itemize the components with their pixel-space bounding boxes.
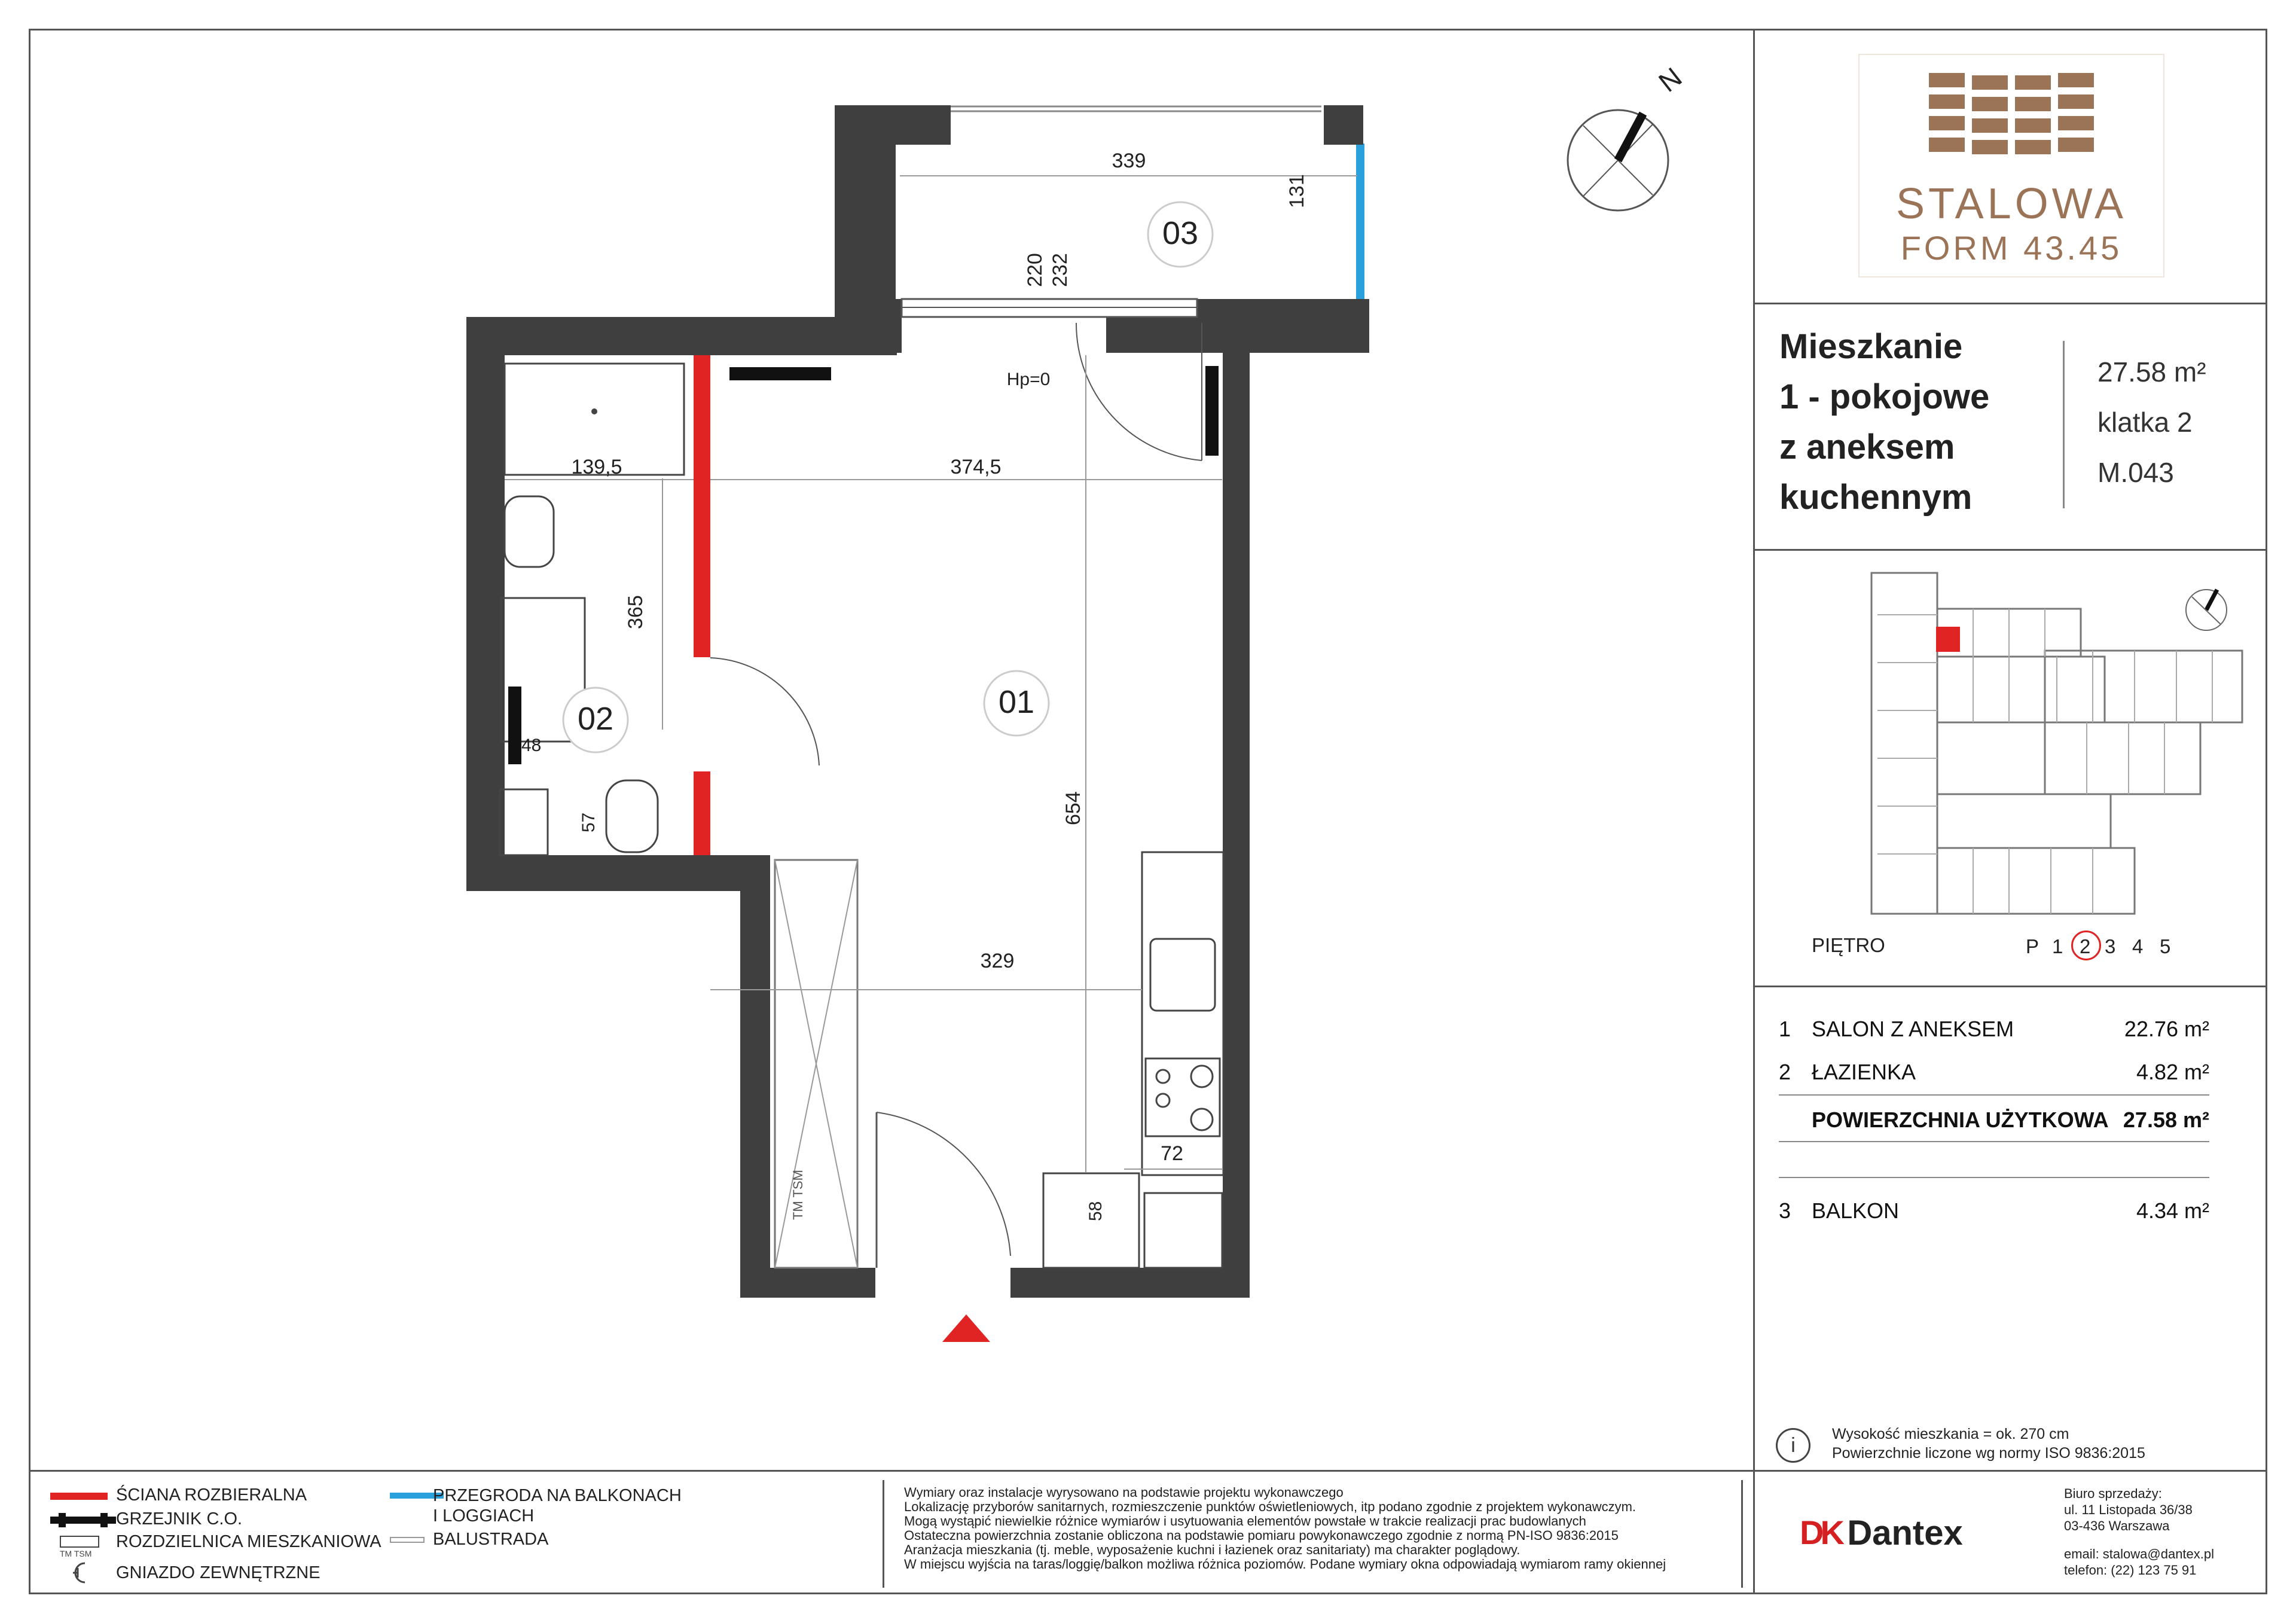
dim-339: 339: [1112, 150, 1146, 172]
entrance-door-swing: [877, 1112, 1010, 1256]
usable-area-top-line: [1779, 1094, 2209, 1096]
apartment-title-line: Mieszkanie: [1779, 327, 1963, 366]
info-text: [1832, 1424, 2145, 1463]
room-name: ŁAZIENKA: [1812, 1060, 1916, 1084]
kitchen-counter: [1142, 852, 1223, 1175]
room-area: 22.76 m²: [2124, 1017, 2209, 1041]
legend-removable-wall-icon: [50, 1493, 108, 1500]
balcony-name: BALKON: [1812, 1198, 1900, 1223]
office-address-2: 03-436 Warszawa: [2064, 1518, 2170, 1533]
developer-contact: [2064, 1485, 2214, 1578]
key-plan-highlight: [1936, 627, 1960, 652]
room-num: 1: [1779, 1017, 1791, 1041]
dim-57: 57: [579, 812, 599, 832]
radiator: [508, 687, 521, 764]
legend-distribution-box: ROZDZIELNICA MIESZKANIOWA: [116, 1532, 381, 1551]
balustrade-icon: [390, 1537, 425, 1543]
legend-balcony-partition: [433, 1485, 682, 1526]
note-line: W miejscu wyjścia na taras/loggię/balkon możliwa różnica poziomów. Podane wymiary okna odpowiadają wymiarom ramy okiennej: [904, 1557, 1666, 1572]
developer-logo-text: Dantex: [1847, 1514, 1963, 1552]
radiator: [1205, 366, 1219, 456]
brand-logo: [1858, 54, 2164, 277]
info-icon: i: [1776, 1428, 1810, 1463]
distribution-box-icon: [60, 1536, 99, 1548]
divider-title: [1753, 549, 2267, 551]
footer-divider-1: [883, 1480, 884, 1588]
balcony-top-line: [1779, 1177, 2209, 1178]
balcony-area: 4.34 m²: [2136, 1198, 2209, 1223]
floor-option-p[interactable]: P: [2026, 935, 2039, 957]
shaft: [500, 789, 548, 855]
room-name: SALON Z ANEKSEM: [1812, 1017, 2014, 1041]
brand-subname: FORM 43.45: [1900, 229, 2123, 267]
note-line: Lokalizację przyborów sanitarnych, rozmieszczenie punktów oświetleniowych, itp podano zgodnie z projektem wykonawczym.: [904, 1499, 1636, 1514]
dim-hp: Hp=0: [1006, 370, 1051, 389]
apartment-title-line: kuchennym: [1779, 478, 1973, 517]
radiator: [729, 367, 831, 380]
floor-option-5[interactable]: 5: [2160, 935, 2171, 957]
dim-329: 329: [980, 950, 1015, 972]
divider-logo: [1753, 303, 2267, 304]
toilet: [606, 780, 658, 852]
building-key-plan: [1854, 555, 2260, 926]
note-line: Ostateczna powierzchnia zostanie obliczona na podstawie pomiaru powykonawczego zgodnie z normą PN-ISO 9836:2015: [904, 1528, 1619, 1543]
entrance-marker-icon: [942, 1314, 990, 1342]
room-num: 2: [1779, 1060, 1791, 1084]
apartment-staircase: klatka 2: [2097, 407, 2193, 438]
dim-232: 232: [1049, 253, 1071, 287]
bathroom-door-swing: [710, 658, 819, 765]
usable-area-label: POWIERZCHNIA UŻYTKOWA: [1812, 1108, 2109, 1132]
room-area: 4.82 m²: [2136, 1060, 2209, 1084]
dim-220: 220: [1024, 253, 1046, 287]
distribution-box-text: TM TSM: [790, 1170, 805, 1220]
dim-654: 654: [1062, 791, 1085, 825]
legend-radiator: GRZEJNIK C.O.: [116, 1509, 243, 1529]
developer-logo-mark: DK: [1800, 1514, 1841, 1551]
note-line: Aranżacja mieszkania (tj. meble, wyposażenie kuchni i łazienek oraz sanitariaty) ma charakter poglądowy.: [904, 1542, 1521, 1557]
dim-58: 58: [1086, 1201, 1106, 1221]
usable-area-value: 27.58 m²: [2123, 1108, 2209, 1132]
removable-wall: [694, 355, 710, 657]
legend-outdoor-socket: GNIAZDO ZEWNĘTRZNE: [116, 1563, 320, 1582]
dim-131: 131: [1286, 174, 1308, 208]
title-divider: [2063, 341, 2065, 508]
floor-option-2[interactable]: 2: [2080, 935, 2091, 957]
floor-option-1[interactable]: 1: [2052, 935, 2063, 957]
office-address-1: ul. 11 Listopada 36/38: [2064, 1502, 2193, 1517]
office-email[interactable]: email: stalowa@dantex.pl: [2064, 1546, 2215, 1561]
apartment-title-line: z aneksem: [1779, 428, 1955, 466]
developer-logo: [1800, 1513, 1963, 1551]
divider-footer: [29, 1470, 2267, 1472]
washbasin: [505, 496, 554, 567]
dim-72: 72: [1161, 1142, 1183, 1165]
note-line: Mogą wystąpić niewielkie różnice wymiarów i usytuowania elementów powstałe w trakcie realizacji prac budowlanych: [904, 1514, 1586, 1529]
balcony-num: 3: [1779, 1198, 1791, 1223]
legend-balustrade: BALUSTRADA: [433, 1530, 549, 1549]
disclaimer-notes: [904, 1485, 1735, 1572]
apartment-area: 27.58 m²: [2097, 356, 2206, 388]
office-label: Biuro sprzedaży:: [2064, 1486, 2162, 1501]
floor-option-3[interactable]: 3: [2105, 935, 2116, 957]
dim-374-5: 374,5: [950, 456, 1002, 478]
compass-icon: [1568, 61, 1687, 210]
apartment-title: [1779, 322, 2078, 523]
key-plan-compass-icon: [2186, 590, 2227, 630]
room-label-02: 02: [577, 701, 614, 737]
compass-north: N: [1653, 61, 1688, 98]
legend-removable-wall: ŚCIANA ROZBIERALNA: [116, 1485, 307, 1505]
floor-selector: [2026, 933, 2181, 962]
sidebar-divider: [1753, 29, 1755, 1594]
legend-balcony-partition-line2: I LOGGIACH: [433, 1506, 535, 1526]
brand-name: STALOWA: [1895, 180, 2127, 228]
office-phone[interactable]: telefon: (22) 123 75 91: [2064, 1563, 2197, 1578]
kitchen-sink: [1150, 939, 1215, 1011]
floor-label: PIĘTRO: [1812, 934, 1885, 956]
balcony-partition: [1356, 144, 1364, 305]
floor-option-4[interactable]: 4: [2132, 935, 2144, 957]
radiator-icon: [50, 1512, 116, 1529]
brand-logo-icon: [1917, 67, 2106, 175]
dim-139-5: 139,5: [571, 456, 622, 478]
info-line-height: Wysokość mieszkania = ok. 270 cm: [1832, 1426, 2069, 1442]
distribution-box-icon-text: TM TSM: [60, 1549, 92, 1558]
apartment-unit: M.043: [2097, 457, 2174, 488]
dim-365: 365: [624, 595, 647, 629]
removable-wall: [694, 771, 710, 855]
info-line-standard: Powierzchnie liczone wg normy ISO 9836:2015: [1832, 1445, 2145, 1462]
divider-floor: [1753, 986, 2267, 987]
room-label-03: 03: [1162, 215, 1199, 251]
dim-48: 48: [521, 736, 542, 755]
outdoor-socket-icon: [72, 1561, 92, 1585]
room-label-01: 01: [998, 684, 1035, 720]
legend-balcony-partition-line1: PRZEGRODA NA BALKONACH: [433, 1486, 682, 1505]
apartment-title-line: 1 - pokojowe: [1779, 377, 1990, 416]
usable-area-bottom-line: [1779, 1141, 2209, 1142]
fridge: [1144, 1193, 1222, 1268]
note-line: Wymiary oraz instalacje wyrysowano na podstawie projektu wykonawczego: [904, 1485, 1344, 1500]
apartment-meta: [2097, 347, 2206, 498]
footer-divider-2: [1741, 1480, 1743, 1588]
